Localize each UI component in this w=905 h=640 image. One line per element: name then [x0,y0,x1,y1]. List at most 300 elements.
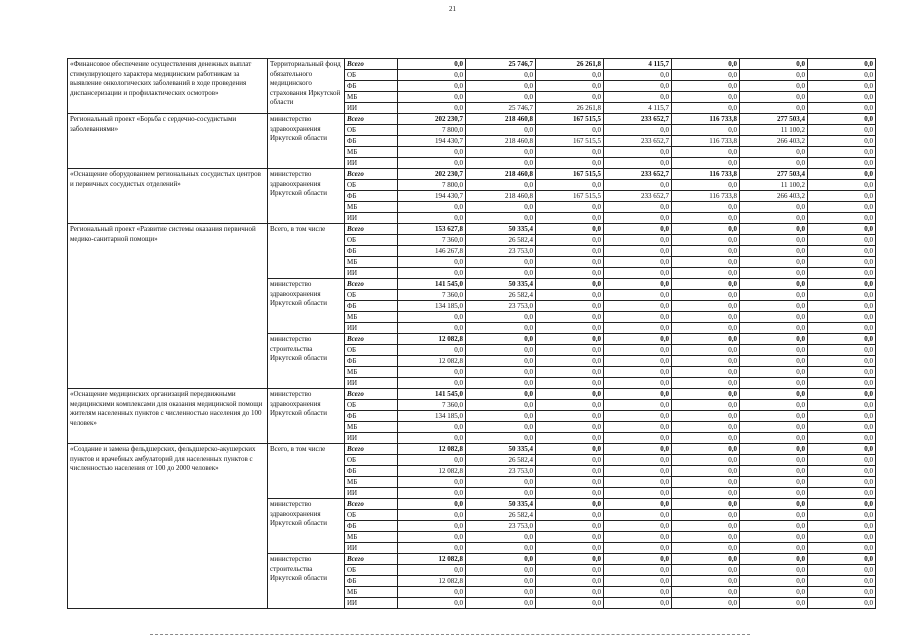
amount-cell: 0,0 [466,70,536,81]
funding-source-cell: МБ [345,422,398,433]
measure-name-cell: «Создание и замена фельдшерских, фельдшерско-акушерских пунктов и врачебных амбулаторий для населенных пунктов с численностью населения от 100 до 2000 человек» [68,444,268,609]
amount-cell: 0,0 [672,411,740,422]
funding-source-cell: ИИ [345,103,398,114]
funding-source-cell: ИИ [345,433,398,444]
funding-source-cell: ИИ [345,158,398,169]
funding-source-cell: Всего [345,444,398,455]
amount-cell: 0,0 [536,81,604,92]
amount-cell: 0,0 [672,158,740,169]
amount-cell: 141 545,0 [398,389,466,400]
amount-cell: 0,0 [672,202,740,213]
amount-cell: 0,0 [740,433,808,444]
amount-cell: 0,0 [740,422,808,433]
funding-source-cell: ФБ [345,81,398,92]
amount-cell: 0,0 [808,114,876,125]
amount-cell: 7 800,0 [398,125,466,136]
amount-cell: 0,0 [740,257,808,268]
amount-cell: 0,0 [808,345,876,356]
amount-cell: 0,0 [740,224,808,235]
amount-cell: 0,0 [536,400,604,411]
amount-cell: 0,0 [536,125,604,136]
amount-cell: 0,0 [740,565,808,576]
amount-cell: 0,0 [808,521,876,532]
amount-cell: 0,0 [740,323,808,334]
amount-cell: 0,0 [604,433,672,444]
amount-cell: 0,0 [808,488,876,499]
amount-cell: 0,0 [466,323,536,334]
amount-cell: 116 733,8 [672,169,740,180]
amount-cell: 0,0 [672,301,740,312]
amount-cell: 0,0 [808,466,876,477]
amount-cell: 7 800,0 [398,180,466,191]
amount-cell: 0,0 [536,411,604,422]
amount-cell: 0,0 [536,499,604,510]
amount-cell: 7 360,0 [398,400,466,411]
amount-cell: 266 403,2 [740,191,808,202]
amount-cell: 0,0 [740,59,808,70]
amount-cell: 233 652,7 [604,114,672,125]
amount-cell: 0,0 [808,323,876,334]
amount-cell: 0,0 [672,576,740,587]
amount-cell: 134 185,0 [398,411,466,422]
funding-source-cell: Всего [345,334,398,345]
amount-cell: 0,0 [672,235,740,246]
amount-cell: 0,0 [604,411,672,422]
amount-cell: 12 082,8 [398,334,466,345]
amount-cell: 0,0 [808,378,876,389]
amount-cell: 26 261,8 [536,103,604,114]
funding-source-cell: МБ [345,477,398,488]
amount-cell: 0,0 [808,92,876,103]
amount-cell: 0,0 [536,202,604,213]
amount-cell: 0,0 [808,103,876,114]
executor-cell: министерство строительства Иркутской области [268,334,345,389]
amount-cell: 0,0 [604,279,672,290]
amount-cell: 0,0 [604,488,672,499]
amount-cell: 167 515,5 [536,114,604,125]
amount-cell: 0,0 [536,455,604,466]
amount-cell: 0,0 [398,59,466,70]
amount-cell: 0,0 [466,598,536,609]
amount-cell: 0,0 [740,466,808,477]
amount-cell: 0,0 [604,213,672,224]
amount-cell: 0,0 [808,191,876,202]
amount-cell: 0,0 [740,532,808,543]
amount-cell: 0,0 [398,477,466,488]
amount-cell: 0,0 [604,92,672,103]
amount-cell: 11 100,2 [740,125,808,136]
amount-cell: 0,0 [466,422,536,433]
amount-cell: 0,0 [740,598,808,609]
funding-source-cell: Всего [345,279,398,290]
amount-cell: 202 230,7 [398,114,466,125]
funding-source-cell: ОБ [345,510,398,521]
amount-cell: 0,0 [808,367,876,378]
amount-cell: 0,0 [604,268,672,279]
amount-cell: 0,0 [398,543,466,554]
amount-cell: 0,0 [536,158,604,169]
amount-cell: 0,0 [466,257,536,268]
amount-cell: 0,0 [672,422,740,433]
amount-cell: 0,0 [808,169,876,180]
amount-cell: 0,0 [604,312,672,323]
amount-cell: 12 082,8 [398,576,466,587]
amount-cell: 0,0 [604,389,672,400]
amount-cell: 0,0 [466,389,536,400]
amount-cell: 0,0 [536,433,604,444]
page-number: 21 [449,5,456,13]
funding-source-cell: ФБ [345,191,398,202]
amount-cell: 0,0 [808,147,876,158]
amount-cell: 0,0 [536,554,604,565]
amount-cell: 0,0 [740,147,808,158]
amount-cell: 0,0 [808,290,876,301]
amount-cell: 0,0 [536,268,604,279]
amount-cell: 0,0 [604,356,672,367]
amount-cell: 0,0 [536,147,604,158]
funding-source-cell: ИИ [345,598,398,609]
amount-cell: 0,0 [740,455,808,466]
amount-cell: 0,0 [536,323,604,334]
amount-cell: 0,0 [604,345,672,356]
amount-cell: 0,0 [604,554,672,565]
funding-source-cell: ОБ [345,455,398,466]
funding-source-cell: ОБ [345,70,398,81]
amount-cell: 0,0 [466,433,536,444]
amount-cell: 0,0 [740,510,808,521]
amount-cell: 0,0 [398,455,466,466]
amount-cell: 0,0 [604,81,672,92]
amount-cell: 0,0 [808,477,876,488]
amount-cell: 26 582,4 [466,235,536,246]
funding-source-cell: ИИ [345,488,398,499]
amount-cell: 0,0 [604,598,672,609]
amount-cell: 0,0 [466,213,536,224]
funding-source-cell: ФБ [345,411,398,422]
amount-cell: 25 746,7 [466,103,536,114]
amount-cell: 0,0 [604,224,672,235]
amount-cell: 0,0 [672,103,740,114]
amount-cell: 0,0 [740,268,808,279]
amount-cell: 0,0 [672,521,740,532]
amount-cell: 0,0 [536,301,604,312]
amount-cell: 0,0 [740,389,808,400]
amount-cell: 0,0 [398,70,466,81]
amount-cell: 0,0 [398,81,466,92]
executor-cell: Территориальный фонд обязательного медицинского страхования Иркутской области [268,59,345,114]
amount-cell: 25 746,7 [466,59,536,70]
amount-cell: 0,0 [398,312,466,323]
table-row [68,444,876,455]
amount-cell: 0,0 [808,543,876,554]
measure-name-cell: «Оснащение медицинских организаций передвижными медицинскими комплексами для оказания медицинской помощи жителям населенных пунктов с численностью населения до 100 человек» [68,389,268,444]
amount-cell: 26 582,4 [466,455,536,466]
amount-cell: 0,0 [398,510,466,521]
amount-cell: 0,0 [398,147,466,158]
amount-cell: 0,0 [672,279,740,290]
amount-cell: 0,0 [604,477,672,488]
amount-cell: 0,0 [466,334,536,345]
amount-cell: 167 515,5 [536,136,604,147]
amount-cell: 0,0 [672,543,740,554]
amount-cell: 0,0 [740,158,808,169]
amount-cell: 233 652,7 [604,191,672,202]
amount-cell: 0,0 [740,81,808,92]
amount-cell: 0,0 [808,587,876,598]
amount-cell: 0,0 [808,224,876,235]
amount-cell: 0,0 [536,345,604,356]
executor-cell: министерство здравоохранения Иркутской области [268,114,345,169]
funding-source-cell: ИИ [345,543,398,554]
funding-source-cell: ИИ [345,378,398,389]
amount-cell: 0,0 [536,444,604,455]
amount-cell: 233 652,7 [604,136,672,147]
funding-source-cell: ОБ [345,565,398,576]
amount-cell: 0,0 [398,422,466,433]
amount-cell: 0,0 [672,455,740,466]
amount-cell: 0,0 [672,59,740,70]
funding-source-cell: Всего [345,389,398,400]
amount-cell: 194 430,7 [398,136,466,147]
amount-cell: 0,0 [398,367,466,378]
funding-source-cell: ФБ [345,301,398,312]
amount-cell: 0,0 [604,367,672,378]
funding-source-cell: ОБ [345,345,398,356]
amount-cell: 0,0 [808,499,876,510]
amount-cell: 23 753,0 [466,301,536,312]
amount-cell: 0,0 [740,92,808,103]
amount-cell: 0,0 [604,180,672,191]
funding-source-cell: Всего [345,114,398,125]
amount-cell: 0,0 [672,477,740,488]
amount-cell: 4 115,7 [604,103,672,114]
amount-cell: 0,0 [808,246,876,257]
amount-cell: 0,0 [672,224,740,235]
amount-cell: 0,0 [672,268,740,279]
amount-cell: 0,0 [808,422,876,433]
amount-cell: 0,0 [536,532,604,543]
amount-cell: 0,0 [604,565,672,576]
amount-cell: 0,0 [672,345,740,356]
table-row [68,224,876,235]
amount-cell: 0,0 [604,444,672,455]
funding-source-cell: МБ [345,587,398,598]
amount-cell: 0,0 [672,510,740,521]
amount-cell: 50 335,4 [466,499,536,510]
funding-source-cell: ФБ [345,466,398,477]
amount-cell: 0,0 [536,488,604,499]
amount-cell: 0,0 [536,224,604,235]
funding-source-cell: ОБ [345,125,398,136]
amount-cell: 0,0 [604,400,672,411]
executor-cell: министерство здравоохранения Иркутской области [268,389,345,444]
amount-cell: 0,0 [536,510,604,521]
amount-cell: 0,0 [740,202,808,213]
amount-cell: 0,0 [466,312,536,323]
bottom-scan-marks [150,634,750,638]
amount-cell: 0,0 [672,180,740,191]
amount-cell: 0,0 [808,301,876,312]
funding-source-cell: МБ [345,147,398,158]
amount-cell: 0,0 [672,323,740,334]
amount-cell: 0,0 [536,389,604,400]
amount-cell: 167 515,5 [536,169,604,180]
amount-cell: 0,0 [466,81,536,92]
amount-cell: 0,0 [672,334,740,345]
amount-cell: 0,0 [398,257,466,268]
amount-cell: 0,0 [466,147,536,158]
amount-cell: 0,0 [604,290,672,301]
amount-cell: 12 082,8 [398,466,466,477]
amount-cell: 0,0 [466,202,536,213]
amount-cell: 0,0 [672,312,740,323]
amount-cell: 0,0 [604,323,672,334]
amount-cell: 0,0 [740,213,808,224]
amount-cell: 0,0 [808,444,876,455]
amount-cell: 0,0 [466,477,536,488]
amount-cell: 0,0 [536,70,604,81]
amount-cell: 0,0 [672,70,740,81]
amount-cell: 0,0 [604,422,672,433]
amount-cell: 0,0 [604,70,672,81]
funding-source-cell: ОБ [345,400,398,411]
amount-cell: 0,0 [672,466,740,477]
amount-cell: 12 082,8 [398,356,466,367]
amount-cell: 146 267,8 [398,246,466,257]
amount-cell: 0,0 [466,268,536,279]
amount-cell: 26 261,8 [536,59,604,70]
amount-cell: 277 503,4 [740,114,808,125]
amount-cell: 0,0 [604,378,672,389]
amount-cell: 0,0 [672,499,740,510]
executor-cell: министерство здравоохранения Иркутской области [268,279,345,334]
funding-source-cell: МБ [345,367,398,378]
amount-cell: 0,0 [808,532,876,543]
amount-cell: 0,0 [740,279,808,290]
amount-cell: 50 335,4 [466,279,536,290]
amount-cell: 0,0 [672,356,740,367]
amount-cell: 7 360,0 [398,235,466,246]
amount-cell: 0,0 [398,213,466,224]
amount-cell: 12 082,8 [398,444,466,455]
amount-cell: 0,0 [808,279,876,290]
amount-cell: 7 360,0 [398,290,466,301]
funding-source-cell: Всего [345,59,398,70]
amount-cell: 0,0 [604,301,672,312]
amount-cell: 0,0 [536,257,604,268]
amount-cell: 0,0 [398,565,466,576]
amount-cell: 0,0 [672,598,740,609]
amount-cell: 0,0 [466,543,536,554]
funding-source-cell: Всего [345,169,398,180]
funding-source-cell: ФБ [345,576,398,587]
amount-cell: 26 582,4 [466,290,536,301]
amount-cell: 4 115,7 [604,59,672,70]
amount-cell: 0,0 [808,257,876,268]
amount-cell: 0,0 [808,81,876,92]
amount-cell: 0,0 [536,422,604,433]
amount-cell: 0,0 [740,70,808,81]
amount-cell: 194 430,7 [398,191,466,202]
funding-source-cell: ФБ [345,521,398,532]
amount-cell: 0,0 [740,543,808,554]
amount-cell: 0,0 [740,554,808,565]
amount-cell: 0,0 [398,378,466,389]
amount-cell: 0,0 [808,268,876,279]
funding-source-cell: ФБ [345,356,398,367]
amount-cell: 0,0 [536,92,604,103]
amount-cell: 0,0 [536,290,604,301]
amount-cell: 23 753,0 [466,466,536,477]
table-row [68,59,876,70]
amount-cell: 0,0 [740,103,808,114]
amount-cell: 0,0 [398,488,466,499]
amount-cell: 0,0 [808,70,876,81]
amount-cell: 0,0 [808,576,876,587]
amount-cell: 0,0 [604,466,672,477]
executor-cell: Всего, в том числе [268,444,345,499]
amount-cell: 116 733,8 [672,136,740,147]
amount-cell: 23 753,0 [466,521,536,532]
amount-cell: 0,0 [808,400,876,411]
amount-cell: 116 733,8 [672,114,740,125]
amount-cell: 0,0 [740,301,808,312]
amount-cell: 0,0 [672,246,740,257]
amount-cell: 0,0 [672,444,740,455]
amount-cell: 0,0 [808,202,876,213]
amount-cell: 11 100,2 [740,180,808,191]
amount-cell: 0,0 [536,213,604,224]
amount-cell: 0,0 [808,158,876,169]
amount-cell: 0,0 [536,334,604,345]
amount-cell: 0,0 [672,400,740,411]
amount-cell: 0,0 [398,499,466,510]
amount-cell: 0,0 [672,378,740,389]
amount-cell: 0,0 [466,125,536,136]
amount-cell: 0,0 [808,213,876,224]
amount-cell: 0,0 [466,532,536,543]
funding-source-cell: ИИ [345,213,398,224]
budget-table [67,58,876,609]
amount-cell: 0,0 [672,488,740,499]
funding-source-cell: МБ [345,257,398,268]
amount-cell: 0,0 [808,235,876,246]
amount-cell: 0,0 [740,477,808,488]
amount-cell: 0,0 [808,356,876,367]
amount-cell: 0,0 [808,180,876,191]
amount-cell: 0,0 [672,433,740,444]
amount-cell: 0,0 [672,565,740,576]
amount-cell: 0,0 [740,444,808,455]
amount-cell: 0,0 [808,312,876,323]
amount-cell: 0,0 [466,158,536,169]
executor-cell: Всего, в том числе [268,224,345,279]
amount-cell: 202 230,7 [398,169,466,180]
amount-cell: 0,0 [466,576,536,587]
amount-cell: 0,0 [466,554,536,565]
amount-cell: 50 335,4 [466,224,536,235]
amount-cell: 23 753,0 [466,246,536,257]
amount-cell: 0,0 [808,598,876,609]
funding-source-cell: Всего [345,499,398,510]
funding-source-cell: ИИ [345,323,398,334]
funding-source-cell: МБ [345,532,398,543]
amount-cell: 0,0 [466,411,536,422]
amount-cell: 0,0 [536,235,604,246]
amount-cell: 0,0 [604,576,672,587]
amount-cell: 0,0 [740,312,808,323]
amount-cell: 0,0 [740,521,808,532]
